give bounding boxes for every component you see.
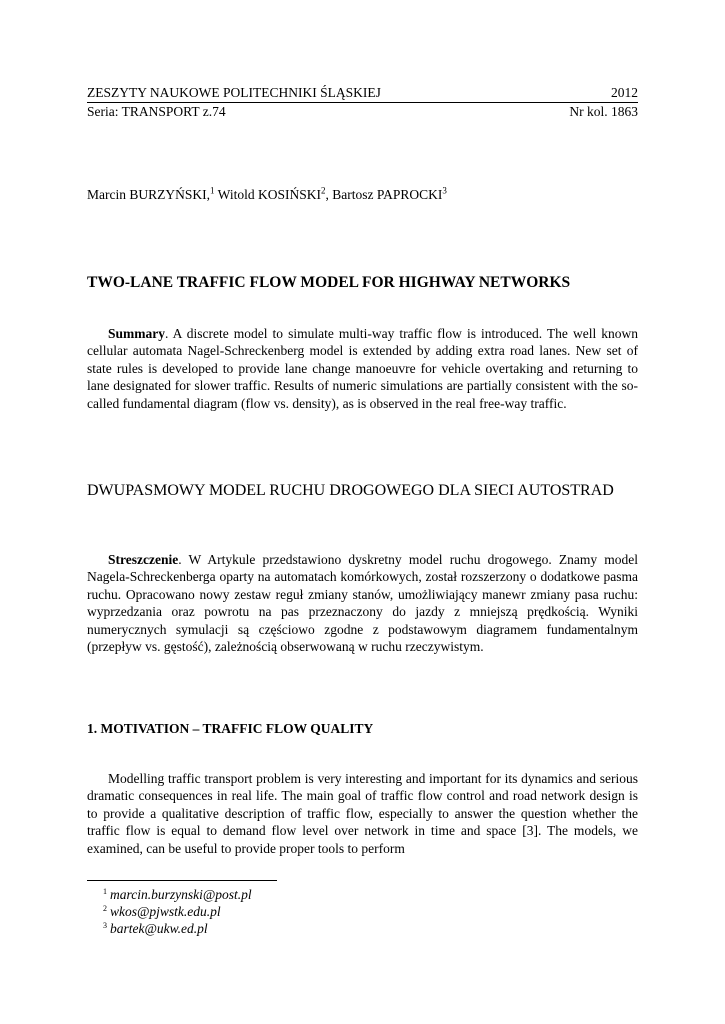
streszczenie-label: Streszczenie <box>108 552 179 567</box>
section-1-heading: 1. MOTIVATION – TRAFFIC FLOW QUALITY <box>87 721 374 736</box>
summary-text: . A discrete model to simulate multi-way traffic flow is introduced. The well known cellular automata Nagel-Schreckenberg model is extended by adding extra road lanes. New set of state rules is developed to provide lane change manoeuvre for vehicle overtaking and returning to lane designated for slower traffic. Results of numeric simulations are partially consistent with the so-called fundamental diagram (flow vs. density), as is observed in the real free-way traffic. <box>87 326 638 411</box>
footnote-3: $^3$ bartek@ukw.ed.pl <box>103 920 208 936</box>
footnote-2-email: wkos@pjwstk.edu.pl <box>110 904 221 919</box>
author-2: Witold KOSIŃSKI <box>214 187 321 202</box>
footnote-3-email: bartek@ukw.ed.pl <box>110 921 208 936</box>
section-1-body: Modelling traffic transport problem is very interesting and important for its dynamics and serious dramatic consequences in real life. The main goal of traffic flow control and road network design is to provide a qualitative description of traffic flow, especially to answer the question whether the traffic flow is equal to demand flow level over network in time and space [3]. The models, we examined, can be useful to provide proper tools to perform <box>87 771 638 856</box>
journal-header <box>87 85 638 103</box>
footnotes <box>103 886 252 937</box>
series-header <box>87 104 638 120</box>
footnote-1: $^1$ marcin.burzynski@post.pl <box>103 886 252 902</box>
footnote-2: $^2$ wkos@pjwstk.edu.pl <box>103 903 221 919</box>
paper-title-english: TWO-LANE TRAFFIC FLOW MODEL FOR HIGHWAY NETWORKS <box>87 274 571 291</box>
author-1-footnote-ref: 1 <box>210 185 215 196</box>
streszczenie-text: . W Artykule przedstawiono dyskretny model ruchu drogowego. Znamy model Nagela-Schreckenberga oparty na automatach komórkowych, został rozszerzony o dodatkowe pasma ruchu. Opracowano nowy zestaw reguł zmiany stanów, umożliwiający manewr zmiany pasa ruchu: wyprzedzania oraz powrotu na pas przeznaczony do jazdy z mniejszą prędkością. Wyniki numerycznych symulacji są częściowo zgodne z podstawowym diagramem fundamentalnym (przepływ vs. gęstość), zależnością obserwowaną w ruchu rzeczywistym. <box>87 552 638 655</box>
streszczenie-paragraph <box>87 551 638 655</box>
paper-title-polish: DWUPASMOWY MODEL RUCHU DROGOWEGO DLA SIECI AUTOSTRAD <box>87 482 614 499</box>
issue-number: Nr kol. 1863 <box>569 104 638 119</box>
summary-paragraph <box>87 325 638 412</box>
journal-title: ZESZYTY NAUKOWE POLITECHNIKI ŚLĄSKIEJ <box>87 85 381 100</box>
footnote-divider <box>87 880 277 881</box>
series-label: Seria: TRANSPORT z.74 <box>87 104 226 119</box>
footnote-1-email: marcin.burzynski@post.pl <box>110 887 252 902</box>
summary-label: Summary <box>108 326 165 341</box>
author-3: , Bartosz PAPROCKI <box>325 187 443 202</box>
author-list <box>87 186 447 204</box>
author-3-footnote-ref: 3 <box>442 185 447 196</box>
author-2-footnote-ref: 2 <box>320 185 326 196</box>
journal-year: 2012 <box>611 85 638 100</box>
author-1: Marcin BURZYŃSKI, <box>87 187 210 202</box>
